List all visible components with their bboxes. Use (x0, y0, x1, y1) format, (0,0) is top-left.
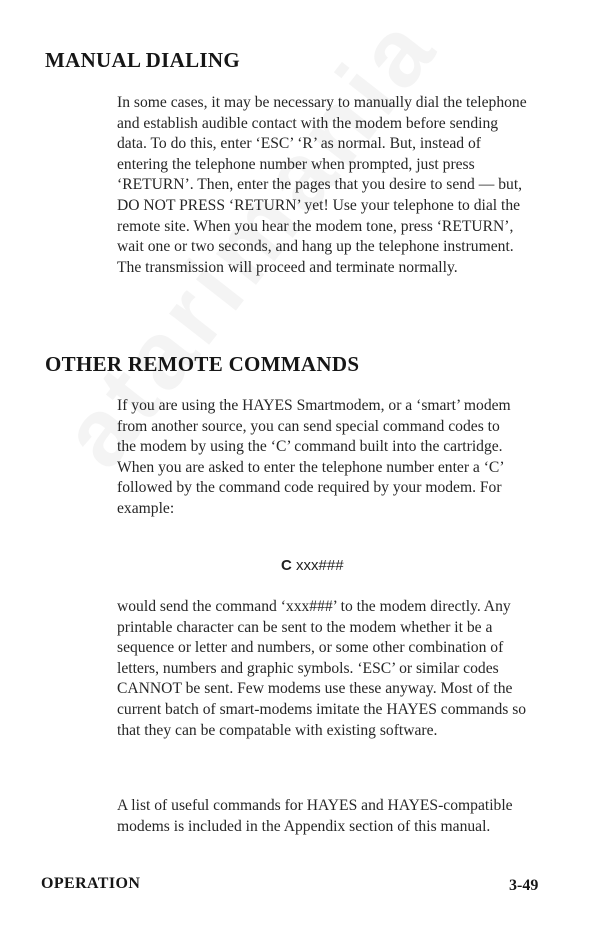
example-command-letter: C (281, 557, 292, 574)
remote-commands-paragraph-2: would send the command ‘xxx###’ to the modem directly. Any printable character can be sent to the modem whether it be a sequence or letter and numbers, or some other combination of letters, numbers and graphic symbols. ‘ESC’ or similar codes CANNOT be sent. Few modems use these anyway. Most of the current batch of smart-modems imitate the HAYES commands so that they can be compatable with existing software. (117, 598, 527, 739)
example-command-code (281, 557, 344, 574)
section-title-other-remote-commands: OTHER REMOTE COMMANDS (45, 352, 360, 376)
footer-page-number: 3-49 (509, 877, 539, 894)
remote-commands-paragraph-1: If you are using the HAYES Smartmodem, or a ‘smart’ modem from another source, you can send special command codes to the modem by using the ‘C’ command built into the cartridge. When you are asked to enter the telephone number enter a ‘C’ followed by the command code required by your modem. For example: (117, 397, 511, 517)
manual-dialing-paragraph: In some cases, it may be necessary to manually dial the telephone and establish audible contact with the modem before sending data. To do this, enter ‘ESC’ ‘R’ as normal. But, instead of entering the telephone number when prompted, just press ‘RETURN’. Then, enter the pages that you desire to send — but, DO NOT PRESS ‘RETURN’ yet! Use your telephone to dial the remote site. When you hear the modem tone, press ‘RETURN’, wait one or two seconds, and hang up the telephone instrument. The transmission will proceed and terminate normally. (117, 94, 527, 276)
footer-section-label: OPERATION (41, 875, 141, 892)
example-command-value: xxx### (296, 557, 344, 574)
section-title-manual-dialing: MANUAL DIALING (45, 48, 240, 72)
remote-commands-paragraph-3: A list of useful commands for HAYES and HAYES-compatible modems is included in the Appendix section of this manual. (117, 797, 513, 835)
